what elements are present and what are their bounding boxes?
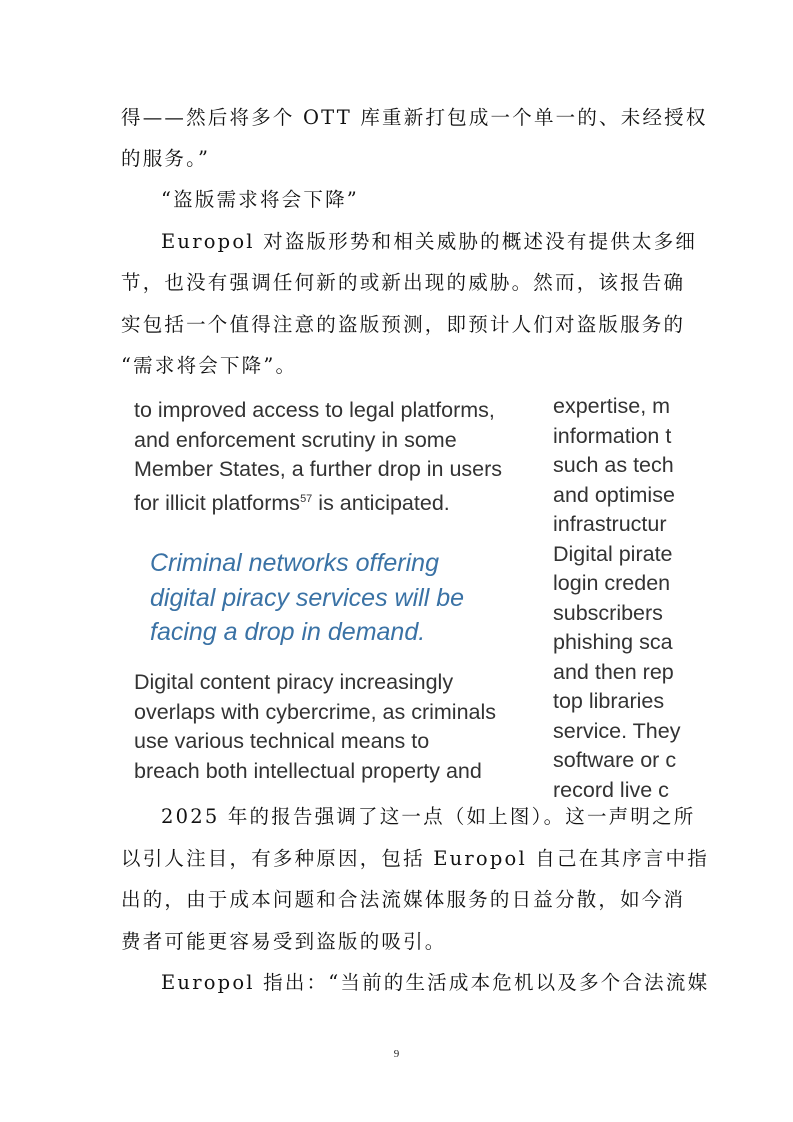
excerpt-line: to improved access to legal platforms, <box>134 398 495 422</box>
excerpt-text: is anticipated. <box>312 490 450 515</box>
excerpt-line: and then rep <box>553 659 674 684</box>
excerpt-line: top libraries <box>553 689 665 713</box>
excerpt-line: breach both intellectual property and <box>134 758 482 783</box>
body-line: 以引人注目，有多种原因，包括 Europol 自己在其序言中指 <box>121 847 709 870</box>
body-line: Europol 指出：“当前的生活成本危机以及多个合法流媒 <box>161 971 710 994</box>
pull-quote-line: facing a drop in demand. <box>150 618 426 646</box>
excerpt-line: subscribers <box>553 600 663 625</box>
excerpt-line: such as tech <box>553 453 674 477</box>
footnote-reference: 57 <box>300 492 313 505</box>
body-line: 得——然后将多个 OTT 库重新打包成一个单一的、未经授权 <box>121 106 708 129</box>
excerpt-line: use various technical means to <box>134 729 430 753</box>
body-line: Europol 对盗版形势和相关威胁的概述没有提供太多细 <box>161 230 698 253</box>
excerpt-line: and optimise <box>553 482 675 507</box>
page-number: 9 <box>393 1048 400 1060</box>
excerpt-left-column-top <box>134 396 502 518</box>
body-line: 的服务。” <box>121 147 211 170</box>
body-line: 实包括一个值得注意的盗版预测，即预计人们对盗版服务的 <box>121 313 686 336</box>
excerpt-line: Digital pirate <box>553 541 673 566</box>
body-line: 节，也没有强调任何新的或新出现的威胁。然而，该报告确 <box>121 271 686 294</box>
body-line: 出的，由于成本问题和合法流媒体服务的日益分散，如今消 <box>121 888 686 911</box>
pull-quote <box>150 546 464 650</box>
excerpt-line: service. They <box>553 718 681 743</box>
body-line: “需求将会下降”。 <box>121 354 298 377</box>
excerpt-line: login creden <box>553 571 671 595</box>
excerpt-line: overlaps with cybercrime, as criminals <box>134 699 497 724</box>
excerpt-line: and enforcement scrutiny in some <box>134 427 457 452</box>
section-heading: “盗版需求将会下降” <box>161 188 359 211</box>
excerpt-left-column-bottom <box>134 668 496 786</box>
excerpt-line: software or c <box>553 748 677 772</box>
pull-quote-line: Criminal networks offering <box>150 549 439 577</box>
excerpt-line: infrastructur <box>553 512 667 536</box>
pull-quote-line: digital piracy services will be <box>150 583 465 612</box>
excerpt-line: information t <box>553 423 672 448</box>
body-line: 费者可能更容易受到盗版的吸引。 <box>121 930 447 953</box>
excerpt-text: for illicit platforms <box>134 490 301 515</box>
excerpt-line: Member States, a further drop in users <box>134 457 503 481</box>
report-excerpt-figure <box>121 389 681 802</box>
excerpt-line: record live c <box>553 777 669 802</box>
excerpt-line: expertise, m <box>553 394 671 418</box>
excerpt-right-column <box>553 392 680 805</box>
excerpt-line <box>134 485 502 519</box>
body-line: 2025 年的报告强调了这一点（如上图）。这一声明之所 <box>161 805 696 828</box>
excerpt-line: phishing sca <box>553 630 673 654</box>
excerpt-line: Digital content piracy increasingly <box>134 670 454 694</box>
